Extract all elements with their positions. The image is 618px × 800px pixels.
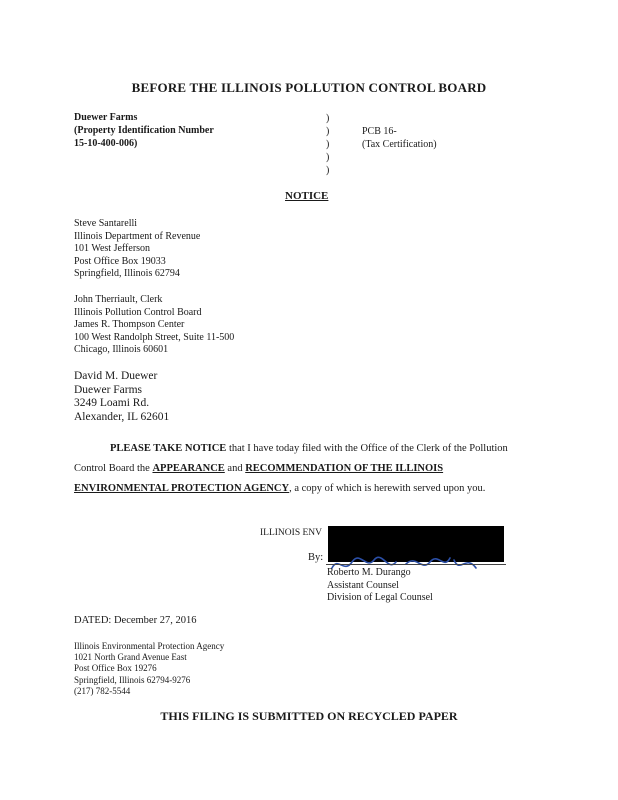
signature-line [326,564,506,565]
notice-title: NOTICE [285,190,329,202]
body-text: and [224,463,246,474]
agency-address-block [74,641,224,697]
caption-party-line-1: Duewer Farms [74,112,138,123]
recipient-line: David M. Duewer [74,370,158,382]
recipient-line: Duewer Farms [74,383,143,396]
recipient-line: Post Office Box 19033 [74,255,166,267]
recipient-line: James R. Thompson Center [74,319,185,331]
agency-address-line: Illinois Environmental Protection Agency [74,641,225,651]
caption-bracket: ) [326,139,330,150]
agency-title: ENVIRONMENTAL PROTECTION AGENCY [74,483,290,494]
agency-address-line: 1021 North Grand Avenue East [74,652,187,663]
notice-body-line-3 [74,482,485,496]
board-heading: BEFORE THE ILLINOIS POLLUTION CONTROL BOARD [131,80,487,95]
recipient-block-clerk [74,294,234,357]
notice-body-line-2 [74,462,443,476]
recipient-line: Illinois Pollution Control Board [74,306,202,318]
signer-title: Assistant Counsel [327,579,399,591]
caption-bracket: ) [326,165,330,176]
caption-party-line-2: (Property Identification Number [74,125,214,136]
recipient-line: John Therriault, Clerk [74,294,163,305]
caption-bracket: ) [326,113,330,124]
agency-address-line: Post Office Box 19276 [74,663,157,674]
dated-line: DATED: December 27, 2016 [74,615,197,626]
case-type: (Tax Certification) [362,139,437,150]
caption-party-line-3: 15-10-400-006) [74,138,138,149]
agency-address-line: (217) 782-5544 [74,685,131,696]
body-text: , a copy of which is herewith served upon you. [289,483,486,494]
caption-bracket: ) [326,126,330,137]
body-text: that I have today filed with the Office of the Clerk of the Pollution [226,443,508,454]
caption-bracket: ) [326,152,330,163]
notice-body-line-1 [110,442,508,456]
recipient-block-petitioner [74,370,169,424]
signer-division: Division of Legal Counsel [327,592,433,604]
recipient-block-revenue [74,218,200,281]
recipient-line: Alexander, IL 62601 [74,410,170,423]
recipient-line: Chicago, Illinois 60601 [74,344,169,356]
recipient-line: 3249 Loami Rd. [74,397,150,409]
body-text: Control Board the [74,463,153,474]
signer-name: Roberto M. Durango [327,567,411,578]
recommendation-title: RECOMMENDATION OF THE ILLINOIS [245,463,444,474]
recipient-line: Steve Santarelli [74,218,138,229]
recipient-line: 101 West Jefferson [74,243,151,255]
signer-block [327,567,433,605]
agency-address-line: Springfield, Illinois 62794-9276 [74,674,191,685]
please-take-notice: PLEASE TAKE NOTICE [110,443,227,454]
by-label: By: [308,552,324,563]
recipient-line: Springfield, Illinois 62794 [74,268,180,280]
appearance-title: APPEARANCE [152,463,225,474]
recycled-paper-footer: THIS FILING IS SUBMITTED ON RECYCLED PAPER [160,709,458,723]
case-number: PCB 16- [362,126,397,137]
recipient-line: Illinois Department of Revenue [74,230,201,242]
signature-org-partial: ILLINOIS ENV [260,528,323,538]
recipient-line: 100 West Randolph Street, Suite 11-500 [74,331,235,343]
